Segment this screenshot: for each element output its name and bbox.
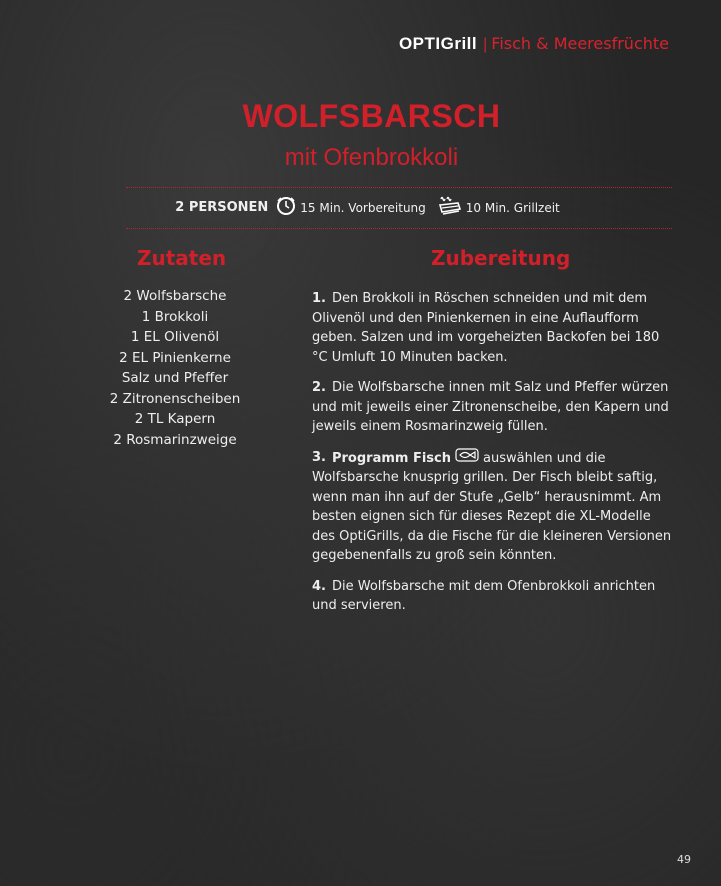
step-1 bbox=[312, 289, 672, 367]
header-separator: | bbox=[483, 36, 488, 53]
recipe-subtitle: mit Ofenbrokkoli bbox=[284, 144, 459, 171]
divider-top bbox=[126, 187, 672, 188]
step-text: Die Wolfsbarsche mit dem Ofenbrokkoli anrichten und servieren. bbox=[312, 578, 656, 613]
recipe-meta bbox=[0, 195, 721, 220]
preparation-steps bbox=[312, 289, 672, 627]
page-header bbox=[399, 34, 669, 54]
step-number: 3. bbox=[312, 450, 326, 466]
brand-logo: OPTIGrill bbox=[398, 34, 478, 53]
step-number: 2. bbox=[312, 380, 326, 395]
ingredient-item: 1 Brokkoli bbox=[141, 308, 209, 325]
ingredient-item: 1 EL Olivenöl bbox=[130, 329, 220, 345]
clock-icon bbox=[272, 195, 300, 220]
ingredients-heading: Zutaten bbox=[137, 246, 227, 270]
prep-time: 15 Min. Vorbereitung bbox=[300, 200, 426, 215]
page-number: 49 bbox=[677, 853, 691, 866]
grill-icon bbox=[434, 195, 466, 220]
step-text: auswählen und die Wolfsbarsche knusprig grillen. Der Fisch bleibt saftig, wenn man ihn auf der Stufe „Gelb“ herausnimmt. Am besten eignen sich für dieses Rezept die XL-Modelle des OptiGrills, da die Fische für die kleineren Versionen gegebenenfalls zu groß sein könnten. bbox=[312, 450, 672, 563]
step-3 bbox=[312, 448, 672, 566]
ingredients-list bbox=[100, 286, 250, 450]
step-2 bbox=[312, 378, 672, 437]
recipe-title: WOLFSBARSCH bbox=[242, 98, 501, 134]
step-text: Den Brokkoli in Röschen schneiden und mit dem Olivenöl und den Pinienkernen in eine Auflaufform geben. Salzen und im vorgeheizten Backofen bei 180 °C Umluft 10 Minuten backen. bbox=[312, 291, 660, 365]
persons-count: 2 PERSONEN bbox=[175, 200, 269, 215]
ingredient-item: 2 Wolfsbarsche bbox=[123, 288, 227, 304]
ingredient-item: 2 EL Pinienkerne bbox=[119, 349, 231, 366]
ingredient-item: Salz und Pfeffer bbox=[121, 370, 229, 386]
section-title: Fisch & Meeresfrüchte bbox=[491, 34, 669, 53]
preparation-heading: Zubereitung bbox=[431, 246, 571, 270]
step-4 bbox=[312, 577, 672, 616]
ingredient-item: 2 Zitronenscheiben bbox=[109, 390, 241, 407]
step-number: 1. bbox=[312, 291, 326, 306]
fish-icon bbox=[455, 448, 479, 469]
ingredient-item: 2 Rosmarinzweige bbox=[113, 431, 237, 448]
grill-time: 10 Min. Grillzeit bbox=[465, 200, 560, 215]
program-name: Programm Fisch bbox=[331, 450, 451, 466]
ingredient-item: 2 TL Kapern bbox=[134, 411, 216, 427]
divider-bottom bbox=[126, 228, 672, 229]
step-text: Die Wolfsbarsche innen mit Salz und Pfeffer würzen und mit jeweils einer Zitronenscheibe, den Kapern und jeweils einem Rosmarinzweig füllen. bbox=[312, 380, 669, 434]
step-number: 4. bbox=[312, 578, 326, 594]
